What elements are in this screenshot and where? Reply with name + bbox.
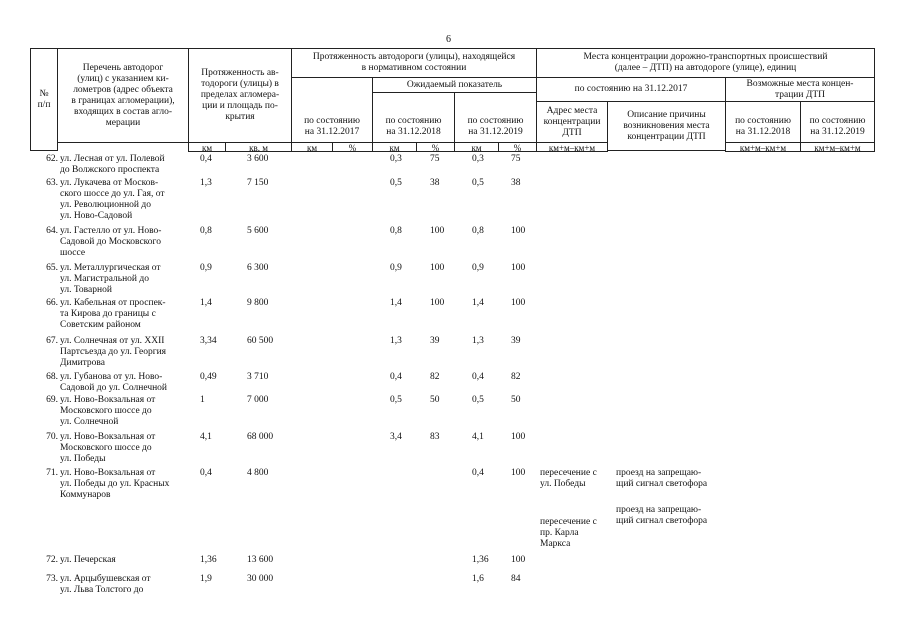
expected-2019-km: 0,8 bbox=[472, 226, 484, 236]
expected-2018-km: 1,3 bbox=[390, 336, 402, 346]
expected-2019-pct: 84 bbox=[511, 574, 521, 584]
dtp-cause: проезд на запрещаю- щий сигнал светофора bbox=[616, 505, 708, 526]
road-area: 5 600 bbox=[247, 226, 269, 236]
header-normative: Протяженность автодороги (улицы), находящейся в нормативном состоянии bbox=[291, 48, 537, 78]
expected-2018-km: 0,5 bbox=[390, 395, 402, 405]
road-length: 0,9 bbox=[200, 263, 212, 273]
road-length: 0,8 bbox=[200, 226, 212, 236]
row-number: 72. bbox=[46, 555, 58, 565]
road-area: 3 710 bbox=[247, 372, 269, 382]
row-number: 66. bbox=[46, 298, 58, 308]
row-number: 70. bbox=[46, 432, 58, 442]
expected-2019-km: 0,5 bbox=[472, 178, 484, 188]
expected-2019-km: 0,3 bbox=[472, 154, 484, 164]
expected-2019-pct: 100 bbox=[511, 263, 526, 273]
road-name: ул. Лесная от ул. Полевой до Волжского проспекта bbox=[60, 154, 165, 175]
expected-2018-km: 1,4 bbox=[390, 298, 402, 308]
row-number: 73. bbox=[46, 574, 58, 584]
header-as-of-2018: по состоянию на 31.12.2018 bbox=[372, 92, 455, 143]
road-area: 4 800 bbox=[247, 468, 269, 478]
row-number: 67. bbox=[46, 336, 58, 346]
row-number: 63. bbox=[46, 178, 58, 188]
dtp-address: пересечение с пр. Карла Маркса bbox=[540, 517, 597, 549]
road-name: ул. Кабельная от проспек- та Кирова до границы с Советским районом bbox=[60, 298, 166, 330]
expected-2018-pct: 82 bbox=[430, 372, 440, 382]
expected-2019-pct: 100 bbox=[511, 432, 526, 442]
expected-2019-pct: 38 bbox=[511, 178, 521, 188]
expected-2018-pct: 100 bbox=[430, 263, 445, 273]
row-number: 62. bbox=[46, 154, 58, 164]
expected-2018-km: 0,4 bbox=[390, 372, 402, 382]
unit-km-2019: км bbox=[454, 142, 499, 152]
road-length: 4,1 bbox=[200, 432, 212, 442]
road-name: ул. Печерская bbox=[60, 555, 116, 565]
road-area: 7 000 bbox=[247, 395, 269, 405]
unit-km-len: км bbox=[188, 142, 226, 152]
row-number: 64. bbox=[46, 226, 58, 236]
road-name: ул. Ново-Вокзальная от Московского шоссе до ул. Солнечной bbox=[60, 395, 156, 427]
dtp-cause: проезд на запрещаю- щий сигнал светофора bbox=[616, 468, 708, 489]
expected-2019-km: 4,1 bbox=[472, 432, 484, 442]
road-length: 0,4 bbox=[200, 468, 212, 478]
road-area: 6 300 bbox=[247, 263, 269, 273]
unit-km-2017: км bbox=[291, 142, 333, 152]
expected-2019-pct: 100 bbox=[511, 468, 526, 478]
expected-2018-pct: 100 bbox=[430, 298, 445, 308]
expected-2018-km: 3,4 bbox=[390, 432, 402, 442]
page-number: 6 bbox=[446, 34, 451, 45]
expected-2018-km: 0,3 bbox=[390, 154, 402, 164]
header-poss-2018: по состоянию на 31.12.2018 bbox=[725, 101, 801, 143]
road-length: 1,3 bbox=[200, 178, 212, 188]
row-number: 71. bbox=[46, 468, 58, 478]
header-dtp-places: Места концентрации дорожно-транспортных происшествий (далее – ДТП) на автодороге (улице), единиц bbox=[536, 48, 875, 78]
expected-2019-km: 0,9 bbox=[472, 263, 484, 273]
road-length: 0,49 bbox=[200, 372, 217, 382]
expected-2019-km: 1,6 bbox=[472, 574, 484, 584]
road-name: ул. Ново-Вокзальная от ул. Победы до ул. Красных Коммунаров bbox=[60, 468, 170, 500]
expected-2018-km: 0,9 bbox=[390, 263, 402, 273]
road-length: 1 bbox=[200, 395, 205, 405]
expected-2019-km: 1,4 bbox=[472, 298, 484, 308]
unit-pct-2019: % bbox=[498, 142, 537, 152]
expected-2018-km: 0,8 bbox=[390, 226, 402, 236]
expected-2018-pct: 75 bbox=[430, 154, 440, 164]
header-length: Протяженность ав- тодороги (улицы) в пределах агломера- ции и площадь по- крытия bbox=[188, 48, 292, 143]
header-dtp-2017: по состоянию на 31.12.2017 bbox=[536, 77, 726, 102]
road-area: 7 150 bbox=[247, 178, 269, 188]
road-area: 13 600 bbox=[247, 555, 274, 565]
expected-2019-km: 1,36 bbox=[472, 555, 489, 565]
road-name: ул. Гастелло от ул. Ново- Садовой до Московского шоссе bbox=[60, 226, 162, 258]
road-area: 68 000 bbox=[247, 432, 274, 442]
header-expected: Ожидаемый показатель bbox=[372, 77, 537, 93]
header-address: Адрес места концентрации ДТП bbox=[536, 101, 608, 143]
unit-pct-2017: % bbox=[332, 142, 373, 152]
road-area: 60 500 bbox=[247, 336, 274, 346]
unit-km-2018: км bbox=[372, 142, 417, 152]
unit-pct-2018: % bbox=[416, 142, 455, 152]
road-length: 1,4 bbox=[200, 298, 212, 308]
unit-kmrange-2018: км+м–км+м bbox=[725, 142, 801, 152]
expected-2019-km: 0,5 bbox=[472, 395, 484, 405]
unit-kmrange-addr: км+м–км+м bbox=[536, 142, 608, 152]
header-roads: Перечень автодорог (улиц) с указанием ки- лометров (адрес объекта в границах агломерации), входящих в состав агло- мерации bbox=[57, 48, 189, 143]
road-area: 3 600 bbox=[247, 154, 269, 164]
expected-2018-km: 0,5 bbox=[390, 178, 402, 188]
expected-2019-pct: 39 bbox=[511, 336, 521, 346]
expected-2019-km: 0,4 bbox=[472, 372, 484, 382]
road-name: ул. Ново-Вокзальная от Московского шоссе до ул. Победы bbox=[60, 432, 156, 464]
expected-2019-pct: 100 bbox=[511, 298, 526, 308]
road-name: ул. Губанова от ул. Ново- Садовой до ул. Солнечной bbox=[60, 372, 168, 393]
road-name: ул. Солнечная от ул. XXII Партсъезда до ул. Георгия Димитрова bbox=[60, 336, 167, 368]
expected-2019-pct: 50 bbox=[511, 395, 521, 405]
road-name: ул. Лукачева от Москов- ского шоссе до ул. Гая, от ул. Революционной до ул. Ново-Садовой bbox=[60, 178, 165, 221]
row-number: 65. bbox=[46, 263, 58, 273]
road-area: 30 000 bbox=[247, 574, 274, 584]
expected-2019-pct: 100 bbox=[511, 226, 526, 236]
header-poss-2019: по состоянию на 31.12.2019 bbox=[800, 101, 875, 143]
expected-2019-pct: 82 bbox=[511, 372, 521, 382]
header-no: № п/п bbox=[30, 48, 58, 151]
expected-2018-pct: 38 bbox=[430, 178, 440, 188]
road-area: 9 800 bbox=[247, 298, 269, 308]
header-as-of-2017: по состоянию на 31.12.2017 bbox=[291, 77, 373, 143]
header-as-of-2019: по состоянию на 31.12.2019 bbox=[454, 92, 537, 143]
road-length: 0,4 bbox=[200, 154, 212, 164]
expected-2018-pct: 100 bbox=[430, 226, 445, 236]
expected-2018-pct: 39 bbox=[430, 336, 440, 346]
expected-2019-pct: 100 bbox=[511, 555, 526, 565]
unit-sqm: кв. м bbox=[225, 142, 292, 152]
road-length: 1,36 bbox=[200, 555, 217, 565]
expected-2019-km: 1,3 bbox=[472, 336, 484, 346]
header-causes: Описание причины возникновения места концентрации ДТП bbox=[607, 101, 726, 151]
road-length: 1,9 bbox=[200, 574, 212, 584]
expected-2019-pct: 75 bbox=[511, 154, 521, 164]
unit-kmrange-2019: км+м–км+м bbox=[800, 142, 875, 152]
expected-2018-pct: 50 bbox=[430, 395, 440, 405]
expected-2019-km: 0,4 bbox=[472, 468, 484, 478]
row-number: 69. bbox=[46, 395, 58, 405]
dtp-address: пересечение с ул. Победы bbox=[540, 468, 597, 489]
row-number: 68. bbox=[46, 372, 58, 382]
expected-2018-pct: 83 bbox=[430, 432, 440, 442]
road-name: ул. Арцыбушевская от ул. Льва Толстого до bbox=[60, 574, 151, 595]
road-name: ул. Металлургическая от ул. Магистральной до ул. Товарной bbox=[60, 263, 161, 295]
header-possible: Возможные места концен- трации ДТП bbox=[725, 77, 875, 102]
road-length: 3,34 bbox=[200, 336, 217, 346]
